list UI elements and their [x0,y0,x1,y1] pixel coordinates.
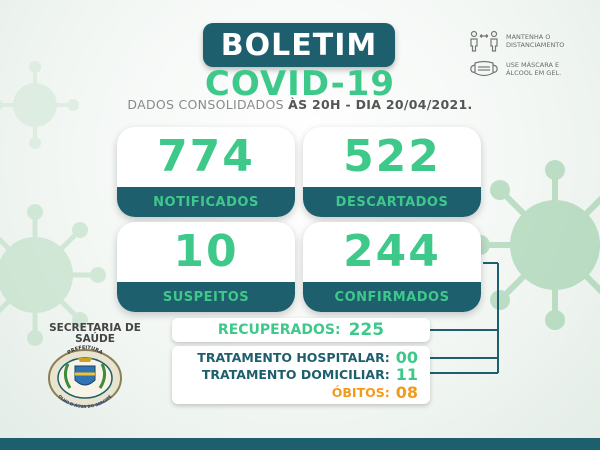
legend-distancing [468,30,568,52]
seal-text-bottom: OLHO D'ÁGUA DO SERGIPE [57,393,113,408]
legend-mask-text: USE MÁSCARA E ÁLCOOL EM GEL. [506,61,562,77]
recuperados-label: RECUPERADOS: [217,322,341,338]
notificados-label: NOTIFICADOS [117,187,295,217]
hospitalar-label: TRATAMENTO HOSPITALAR: [197,350,390,365]
date-line [100,97,500,112]
hospitalar-value: 00 [395,348,418,367]
suspeitos-value: 10 [173,226,239,277]
footer-bar [0,438,600,450]
connector-bracket [428,258,508,388]
descartados-value: 522 [343,131,441,182]
prefeitura-seal-icon [38,344,132,408]
date-prefix: DADOS CONSOLIDADOS [127,97,284,112]
recuperados-box [172,318,430,342]
obitos-value: 08 [395,383,418,402]
suspeitos-label: SUSPEITOS [117,282,295,312]
domiciliar-label: TRATAMENTO DOMICILIAR: [201,367,390,382]
date-value: ÀS 20H - DIA 20/04/2021. [288,97,473,112]
confirmados-value: 244 [343,226,441,277]
mask-icon [468,58,500,80]
domiciliar-value: 11 [395,365,418,384]
department-label: SECRETARIA DE SAÚDE [49,322,141,345]
confirmados-label: CONFIRMADOS [303,282,481,312]
obitos-label: ÓBITOS: [331,385,390,400]
obitos-row [332,383,418,402]
legend-mask [468,58,572,80]
virus-decoration-top-left [0,60,80,150]
covid-title: COVID-19 [204,64,396,104]
recuperados-value: 225 [348,320,385,340]
domiciliar-row [202,365,418,384]
notificados-value: 774 [157,131,255,182]
bulletin-title: BOLETIM [203,23,395,67]
card-suspeitos [117,222,295,312]
card-descartados [303,127,481,217]
descartados-label: DESCARTADOS [303,187,481,217]
card-notificados [117,127,295,217]
legend-distancing-text: MANTENHA O DISTANCIAMENTO [506,33,565,49]
seal-text-top: PREFEITURA [66,344,104,357]
distancing-icon [468,30,500,52]
treatment-box [172,346,430,404]
